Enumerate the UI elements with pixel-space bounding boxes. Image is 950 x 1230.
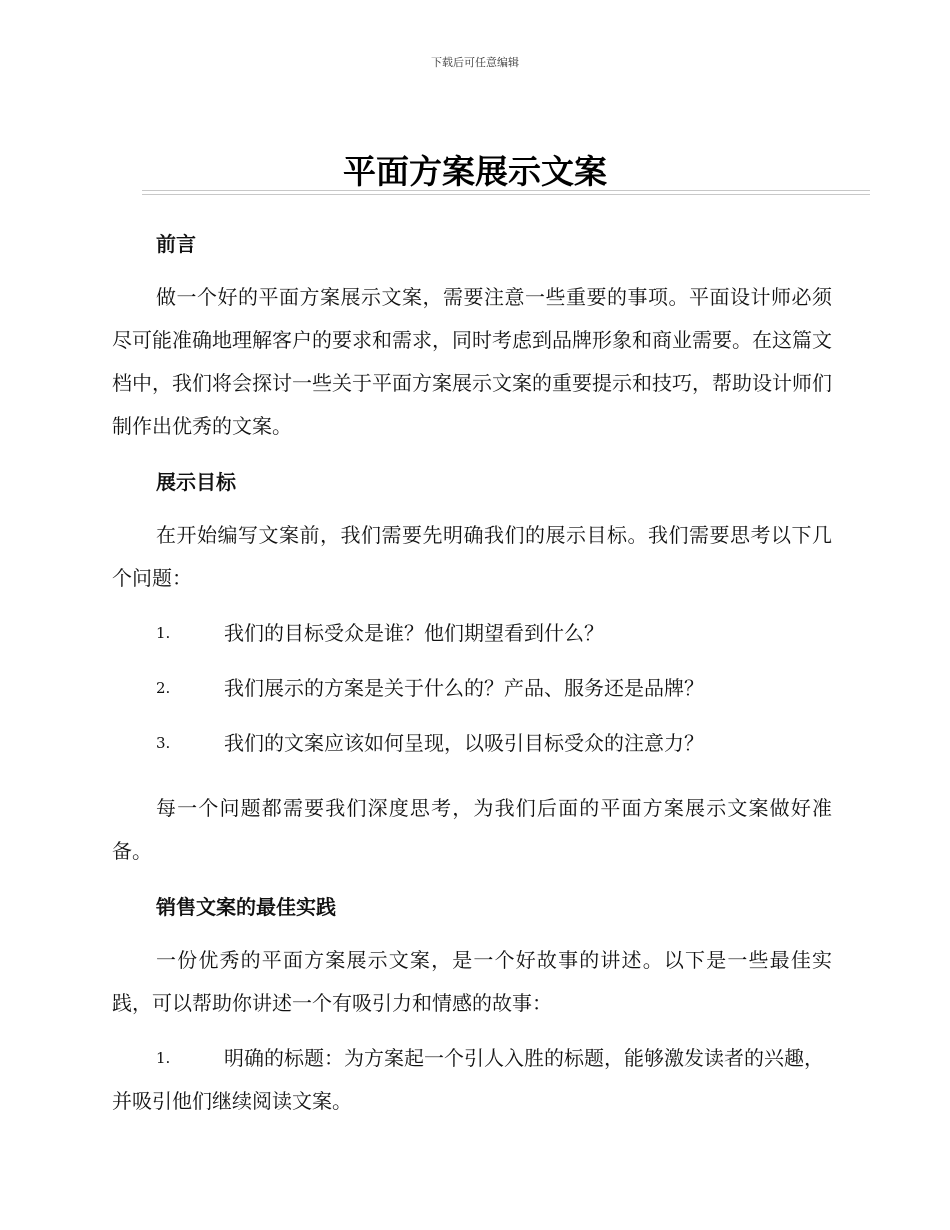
list-item-text: 我们展示的方案是关于什么的？产品、服务还是品牌？	[224, 676, 704, 700]
section-heading-goals: 展示目标	[156, 470, 236, 494]
list-number: 3.	[156, 734, 171, 752]
list-number: 1.	[156, 1049, 171, 1067]
practices-intro-paragraph: 一份优秀的平面方案展示文案，是一个好故事的讲述。以下是一些最佳实践，可以帮助你讲述一个有吸引力和情感的故事：	[112, 948, 832, 1015]
page-header-note: 下载后可任意编辑	[431, 56, 519, 69]
document-title: 平面方案展示文案	[343, 152, 607, 191]
list-item	[112, 722, 832, 777]
list-item	[112, 612, 832, 667]
list-item-text: 我们的文案应该如何呈现，以吸引目标受众的注意力？	[224, 731, 704, 755]
document-body	[112, 222, 832, 1133]
goals-outro-paragraph: 每一个问题都需要我们深度思考，为我们后面的平面方案展示文案做好准备。	[112, 796, 832, 863]
goals-intro-paragraph: 在开始编写文案前，我们需要先明确我们的展示目标。我们需要思考以下几个问题：	[112, 523, 832, 590]
list-item	[112, 667, 832, 722]
list-item-text: 我们的目标受众是谁？他们期望看到什么？	[224, 621, 604, 645]
section-heading-preface: 前言	[156, 232, 196, 256]
list-number: 1.	[156, 624, 171, 642]
section-heading-practices: 销售文案的最佳实践	[156, 895, 336, 919]
list-number: 2.	[156, 679, 171, 697]
list-item	[112, 1037, 832, 1123]
title-divider	[142, 190, 870, 195]
preface-paragraph: 做一个好的平面方案展示文案，需要注意一些重要的事项。平面设计师必须尽可能准确地理解客户的要求和需求，同时考虑到品牌形象和商业需要。在这篇文档中，我们将会探讨一些关于平面方案展示文案的重要提示和技巧，帮助设计师们制作出优秀的文案。	[112, 285, 832, 438]
list-item-text: 明确的标题：为方案起一个引人入胜的标题，能够激发读者的兴趣，并吸引他们继续阅读文案。	[112, 1046, 824, 1113]
